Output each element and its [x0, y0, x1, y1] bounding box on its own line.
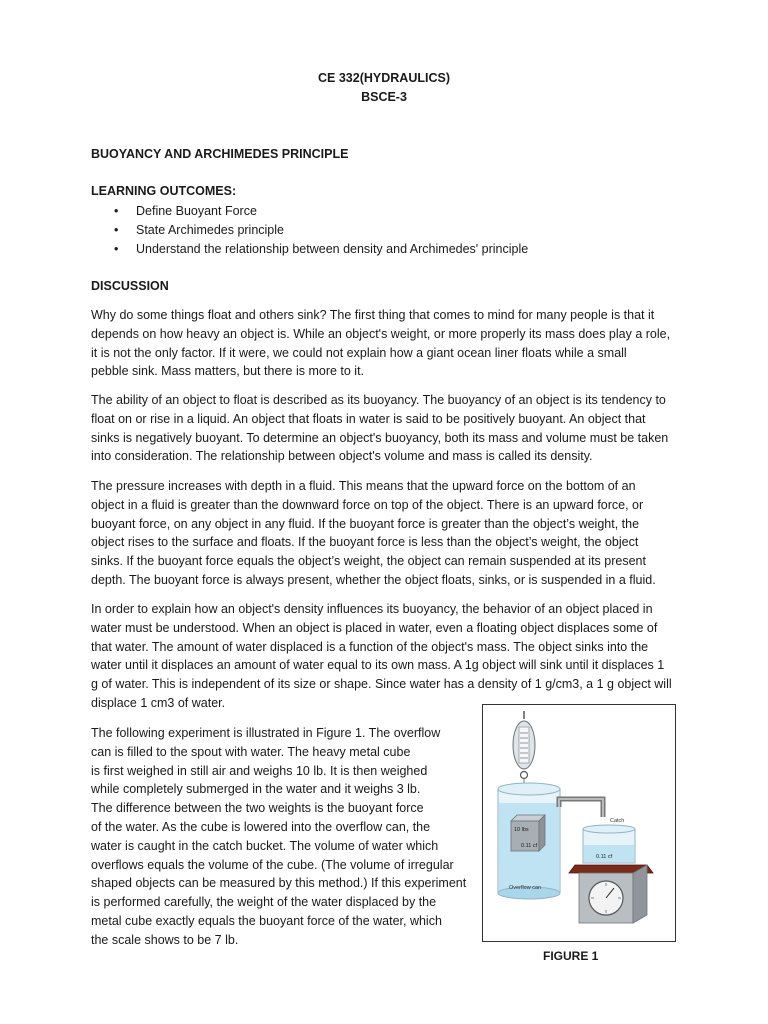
svg-text:0.11 cf: 0.11 cf: [521, 843, 538, 849]
archimedes-experiment-drawing: [483, 705, 675, 941]
list-item: • State Archimedes principle: [110, 221, 528, 240]
learning-outcomes-list: [110, 202, 528, 259]
course-code: CE 332(HYDRAULICS): [318, 71, 450, 85]
learning-outcomes-heading: LEARNING OUTCOMES:: [91, 184, 237, 198]
overflow-can-label: Overflow can: [509, 885, 542, 891]
bullet-icon: •: [114, 242, 119, 256]
document-title: BUOYANCY AND ARCHIMEDES PRINCIPLE: [91, 147, 349, 161]
list-item: • Define Buoyant Force: [110, 202, 528, 221]
list-item: • Understand the relationship between density and Archimedes' principle: [110, 240, 528, 259]
metal-cube-icon: [511, 815, 545, 851]
paragraph-5: The following experiment is illustrated in Figure 1. The overflow can is filled to the spout with water. The heavy metal cube is first weighed in still air and weighs 10 lb. It is then weighed while completely submerged in the water and it weighs 3 lb. The difference between the two weights is the buoyant force of the water. As the cube is lowered into the overflow can, the water is caught in the catch bucket. The volume of water which overflows equals the volume of the cube. (The volume of irregular shaped objects can be measured by this method.) If this experiment is performed carefully, the weight of the water displaced by the metal cube exactly equals the buoyant force of the water, which the scale shows to be 7 lb.: [91, 726, 467, 947]
bullet-icon: •: [114, 204, 119, 218]
weighing-scale-icon: [569, 865, 653, 923]
figure-1-illustration: [482, 704, 676, 942]
bullet-icon: •: [114, 223, 119, 237]
catch-bucket-label: Catch: [610, 818, 625, 824]
figure-caption: FIGURE 1: [543, 949, 599, 963]
paragraph-3: The pressure increases with depth in a fluid. This means that the upward force on the bottom of an object in a fluid is greater than the downward force on top of the object. There is an upward force, or buoyant force, on any object in any fluid. If the buoyant force is greater than the object’s weight, the object rises to the surface and floats. If the buoyant force is less than the object’s weight, the object sinks. If the buoyant force equals the object’s weight, the object can remain suspended at its present depth. The buoyant force is always present, whether the object floats, sinks, or is suspended in a fluid.: [91, 479, 656, 587]
discussion-heading: DISCUSSION: [91, 279, 169, 293]
paragraph-2: The ability of an object to float is described as its buoyancy. The buoyancy of an object is its tendency to float on or rise in a liquid. An object that floats in water is said to be positively buoyant. An object that sinks is negatively buoyant. To determine an object's buoyancy, both its mass and volume must be taken into consideration. The relationship between object's volume and mass is called its density.: [91, 393, 669, 464]
svg-text:0.11 cf: 0.11 cf: [596, 854, 613, 860]
catch-bucket-icon: [583, 818, 635, 863]
paragraph-4: In order to explain how an object's density influences its buoyancy, the behavior of an object placed in water must be understood. When an object is placed in water, even a floating object displaces some of that water. The amount of water displaced is a function of the object's mass. The object sinks into the water until it displaces an amount of water equal to its own mass. A 1g object will sink until it displaces 1 g of water. This is independent of its size or shape. Since water has a density of 1 g/cm3, a 1 g object will displace 1 cm3 of water.: [91, 602, 672, 710]
course-section: BSCE-3: [361, 90, 407, 104]
svg-text:10 lbs: 10 lbs: [514, 827, 529, 833]
paragraph-1: Why do some things float and others sink? The first thing that comes to mind for many people is that it depends on how heavy an object is. While an object's weight, or more properly its mass does play a role, it is not the only factor. If it were, we could not explain how a giant ocean liner floats while a small pebble sink. Mass matters, but there is more to it.: [91, 308, 671, 379]
